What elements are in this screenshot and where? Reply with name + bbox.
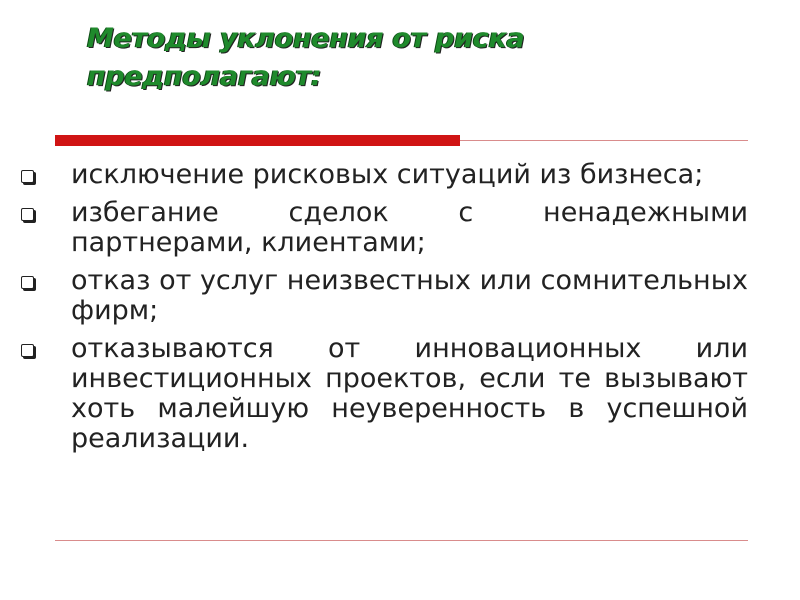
checkbox-square-icon <box>21 170 34 183</box>
title-line-1: Методы уклонения от риска <box>87 23 525 54</box>
title-line-2: предполагают: <box>87 61 322 92</box>
checkbox-square-icon <box>21 208 34 221</box>
list-item-text: избегание сделок с ненадежными партнерами, клиентами; <box>71 197 748 258</box>
title-divider <box>55 135 748 146</box>
bottom-divider-line <box>55 540 748 541</box>
checkbox-square-icon <box>21 344 34 357</box>
thin-divider-line <box>460 140 748 141</box>
accent-bar <box>55 135 460 146</box>
list-item-text: отказываются от инновационных или инвестиционных проектов, если те вызывают хоть малейшую неуверенность в успешной реализации. <box>71 333 748 454</box>
list-item <box>18 160 748 190</box>
bullet-list <box>18 160 748 462</box>
list-item-text: отказ от услуг неизвестных или сомнительных фирм; <box>71 265 748 326</box>
list-item <box>18 334 748 454</box>
checkbox-square-icon <box>21 276 34 289</box>
slide-title <box>87 20 747 96</box>
list-item <box>18 266 748 326</box>
list-item-text: исключение рисковых ситуаций из бизнеса; <box>71 159 704 190</box>
list-item <box>18 198 748 258</box>
